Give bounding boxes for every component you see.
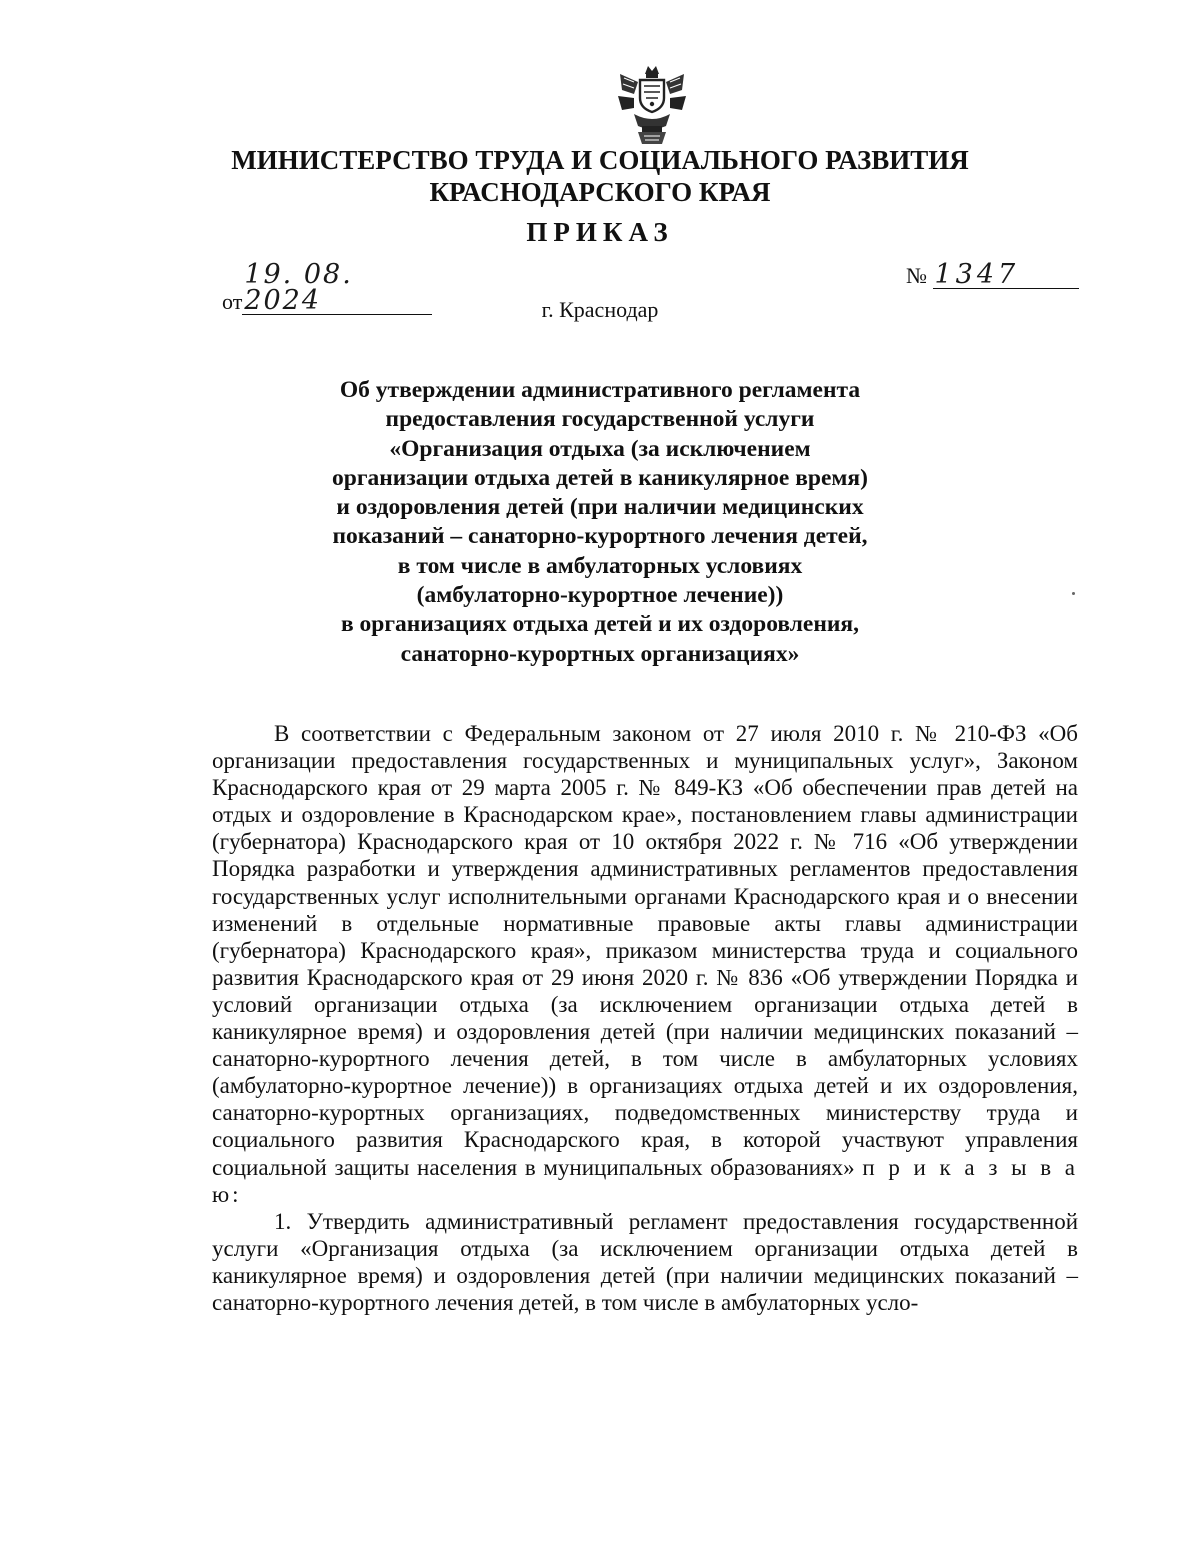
subject-line: в организациях отдыха детей и их оздоровления,	[340, 611, 860, 638]
number-handwritten: 1347	[933, 262, 1079, 289]
subject-line: «Организация отдыха (за исключением	[389, 435, 811, 462]
order-body	[212, 720, 1078, 1316]
scan-speck	[1072, 592, 1075, 595]
number-prefix: №	[906, 263, 927, 288]
subject-line: организации отдыха детей в каникулярное время)	[332, 464, 868, 491]
ministry-name	[0, 144, 1200, 208]
subject-line: в том числе в амбулаторных условиях	[397, 552, 803, 579]
date-prefix: от	[222, 289, 243, 314]
ministry-name-line1: МИНИСТЕРСТВО ТРУДА И СОЦИАЛЬНОГО РАЗВИТИЯ	[231, 145, 969, 175]
subject-line: и оздоровления детей (при наличии медицинских	[336, 494, 864, 521]
subject-line: санаторно-курортных организациях»	[400, 640, 800, 667]
body-paragraph-item-1: 1. Утвердить административный регламент предоставления государственной услуги «Организация отдыха (за исключением организации отдыха детей в каникулярное время) и оздоровления детей (при наличии медицинских показаний – санаторно-курортного лечения детей, в том числе в амбулаторных усло-	[212, 1208, 1078, 1315]
document-type-title: ПРИКАЗ	[526, 217, 674, 247]
body-paragraph-preamble	[212, 720, 1078, 1208]
order-number	[906, 259, 1079, 290]
subject-line: показаний – санаторно-курортного лечения детей,	[332, 523, 868, 550]
order-keyword: п р и к а з ы в а ю:	[212, 1154, 1079, 1207]
coat-of-arms-emblem-icon	[612, 64, 692, 148]
ministry-name-line2: КРАСНОДАРСКОГО КРАЯ	[429, 177, 771, 207]
order-subject-title	[300, 376, 900, 669]
subject-line: предоставления государственной услуги	[385, 406, 815, 433]
date-handwritten: 19. 08. 2024	[242, 262, 432, 315]
preamble-text: В соответствии с Федеральным законом от 27 июля 2010 г. № 210-ФЗ «Об организации предоставления государственных и муниципальных услуг», Законом Краснодарского края от 29 марта 2005 г. № 849-КЗ «Об обеспечении прав детей на отдых и оздоровление в Краснодарском крае», постановлением главы администрации (губернатора) Краснодарского края от 10 октября 2022 г. № 716 «Об утверждении Порядка разработки и утверждения административных регламентов предоставления государственных услуг исполнительными органами Краснодарского края и о внесении изменений в отдельные нормативные правовые акты главы администрации (губернатора) Краснодарского края», приказом министерства труда и социального развития Краснодарского края от 29 июня 2020 г. № 836 «Об утверждении Порядка и условий организации отдыха (за исключением организации отдыха детей в каникулярное время) и оздоровления детей (при наличии медицинских показаний – санаторно-курортного лечения детей, в том числе в амбулаторных условиях (амбулаторно-курортное лечение)) в организациях отдыха детей и их оздоровления, санаторно-курортных организациях, подведомственных министерству труда и социального развития Краснодарского края, в которой участвуют управления социальной защиты населения в муниципальных образованиях»	[212, 721, 1078, 1180]
subject-line: (амбулаторно-курортное лечение))	[416, 582, 784, 609]
city-location: г. Краснодар	[541, 297, 659, 322]
subject-line: Об утверждении административного регламента	[339, 377, 861, 403]
